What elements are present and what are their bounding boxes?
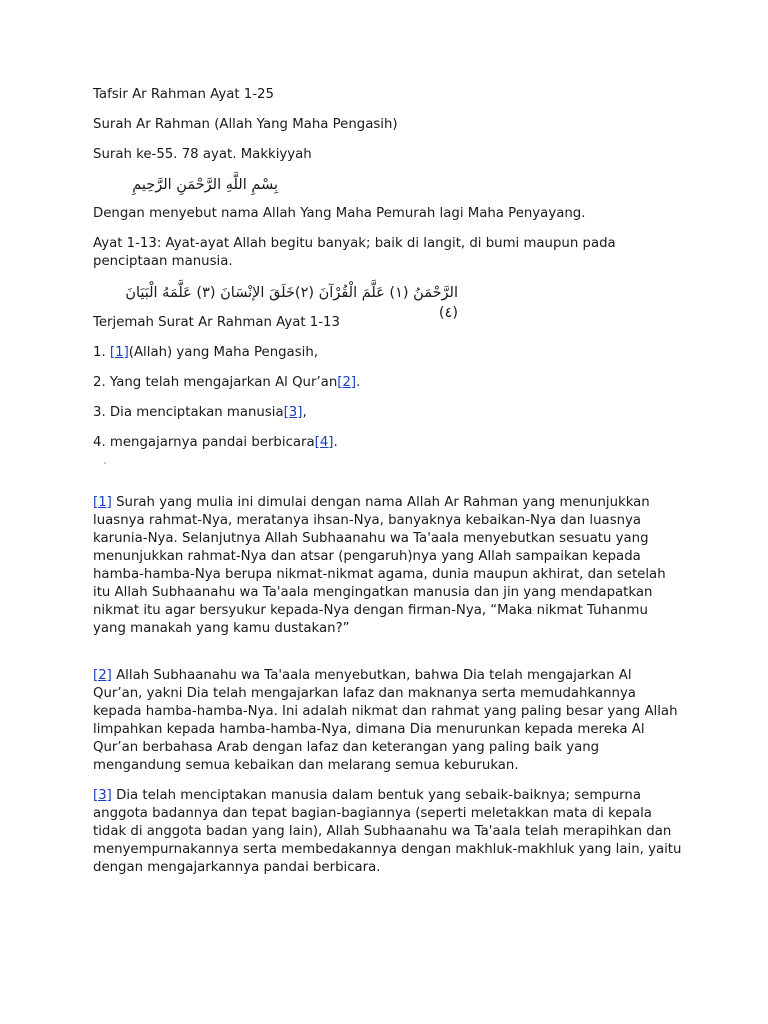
ayat-summary: Ayat 1-13: Ayat-ayat Allah begitu banyak; baik di langit, di bumi maupun pada penciptaan manusia. bbox=[93, 236, 616, 269]
footnote-anchor-1[interactable]: [1] bbox=[93, 495, 112, 510]
document-title-block bbox=[93, 86, 683, 116]
translation-number: 1. bbox=[93, 345, 106, 360]
footnote-text: Surah yang mulia ini dimulai dengan nama Allah Ar Rahman yang menunjukkan luasnya rahmat-Nya, meratanya ihsan-Nya, banyaknya kebaikan-Nya dan luasnya karunia-Nya. Selanjutnya Allah Subhaanahu wa Ta'aala menyebutkan sesuatu yang menunjukkan rahmat-Nya dan atsar (pengaruh)nya yang Allah sampaikan kepada hamba-hamba-Nya berupa nikmat-nikmat agama, dunia maupun akhirat, dan setelah itu Allah Subhaanahu wa Ta'aala mengingatkan manusia dan jin yang mendapatkan nikmat itu agar bersyukur kepada-Nya dengan firman-Nya, “Maka nikmat Tuhanmu yang manakah yang kamu dustakan?” bbox=[93, 495, 666, 636]
basmalah: بِسْمِ اللَّهِ الرَّحْمَنِ الرَّحِيمِ bbox=[132, 177, 278, 193]
surah-info: Surah ke-55. 78 ayat. Makkiyyah bbox=[93, 147, 312, 162]
footnote-3 bbox=[93, 787, 683, 887]
footnote-text: Dia telah menciptakan manusia dalam bentuk yang sebaik-baiknya; sempurna anggota badannya dan tepat bagian-bagiannya (seperti meletakkan mata di kepala tidak di anggota badan yang lain), Allah Subhaanahu wa Ta'aala telah merapihkan dan menyempurnakannya serta membedakannya dengan makhluk-makhluk yang lain, yaitu dengan mengajarkannya pandai berbicara. bbox=[93, 788, 682, 875]
translation-text-after: . bbox=[333, 435, 338, 450]
translation-heading-block bbox=[93, 314, 683, 344]
footnote-text: Allah Subhaanahu wa Ta'aala menyebutkan, bahwa Dia telah mengajarkan Al Qur’an, yakni Dia telah mengajarkan lafaz dan maknanya serta memudahkannya kepada hamba-hamba-Nya. Ini adalah nikmat dan rahmat yang paling besar yang Allah limpahkan kepada hamba-hamba-Nya, dimana Dia menurunkan kepada mereka Al Qur’an berbahasa Arab dengan lafaz dan keterangan yang paling baik yang mengandung semua kebaikan dan melarang semua keburukan. bbox=[93, 668, 678, 773]
opening-block bbox=[93, 205, 683, 235]
translation-heading: Terjemah Surat Ar Rahman Ayat 1-13 bbox=[93, 315, 340, 330]
translation-text-after: , bbox=[302, 405, 307, 420]
footnote-anchor-2[interactable]: [2] bbox=[93, 668, 112, 683]
footnote-link-2[interactable]: [2] bbox=[337, 375, 357, 390]
translation-item bbox=[93, 344, 683, 374]
translation-text-after: . bbox=[356, 375, 361, 390]
footnote-link-3[interactable]: [3] bbox=[283, 405, 303, 420]
arabic-verses: الرَّحْمَنُ (١) عَلَّمَ الْقُرْآنَ (٢)خَلَقَ الإنْسَانَ (٣) عَلَّمَهُ الْبَيَانَ (٤) bbox=[125, 285, 458, 321]
translation-number: 3. bbox=[93, 405, 106, 420]
translation-item bbox=[93, 374, 683, 404]
footnote-separator bbox=[104, 462, 106, 464]
translation-item bbox=[93, 434, 683, 464]
surah-info-block bbox=[93, 146, 683, 176]
footnote-1 bbox=[93, 494, 683, 648]
footnote-link-4[interactable]: [4] bbox=[314, 435, 334, 450]
footnote-link-1[interactable]: [1] bbox=[109, 345, 129, 360]
footnote-anchor-3[interactable]: [3] bbox=[93, 788, 112, 803]
surah-name: Surah Ar Rahman (Allah Yang Maha Pengasih) bbox=[93, 117, 398, 132]
surah-name-block bbox=[93, 116, 683, 146]
translation-item bbox=[93, 404, 683, 434]
translation-text-before: mengajarnya pandai berbicara bbox=[109, 435, 315, 450]
translation-number: 2. bbox=[93, 375, 106, 390]
translation-text-before: Yang telah mengajarkan Al Qur’an bbox=[109, 375, 338, 390]
footnote-2 bbox=[93, 667, 683, 785]
ayat-summary-block bbox=[93, 235, 683, 283]
translation-text-after: (Allah) yang Maha Pengasih, bbox=[128, 345, 318, 360]
translation-number: 4. bbox=[93, 435, 106, 450]
opening-text: Dengan menyebut nama Allah Yang Maha Pemurah lagi Maha Penyayang. bbox=[93, 206, 586, 221]
document-title: Tafsir Ar Rahman Ayat 1-25 bbox=[93, 87, 274, 102]
translation-text-before: Dia menciptakan manusia bbox=[109, 405, 284, 420]
